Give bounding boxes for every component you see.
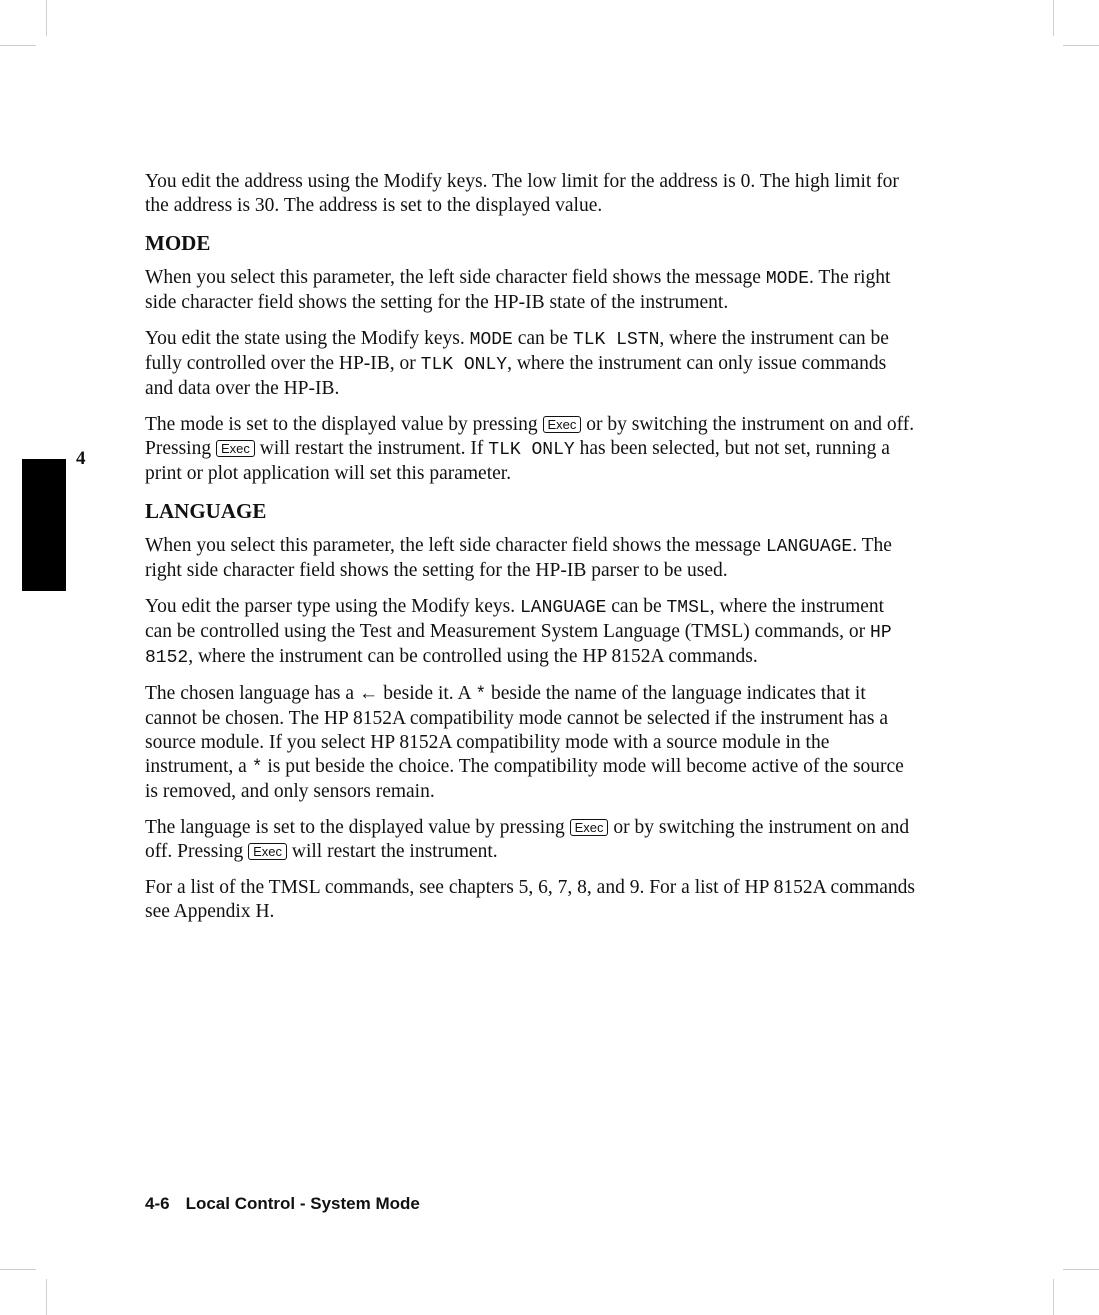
display-code: MODE: [469, 330, 513, 350]
page-body: [145, 170, 915, 936]
language-paragraph-3: The chosen language has a ← beside it. A * beside the name of the language indicates that it cannot be chosen. The HP 8152A compatibility mode cannot be selected if the instrument has a source module. If you select HP 8152A compatibility mode with a source module in the instrument, a * is put beside the choice. The compatibility mode will become active of the source is removed, and only sensors remain.: [145, 683, 904, 802]
mode-paragraph-3: The mode is set to the displayed value by pressing Exec or by switching the instrument on and off. Pressing Exec will restart the instrument. If TLK ONLY has been selected, but not set, running a print or plot application will set this parameter.: [145, 414, 915, 484]
display-code: TLK LSTN: [572, 330, 660, 350]
crop-mark: [0, 1269, 36, 1270]
language-paragraph-2: You edit the parser type using the Modify keys. LANGUAGE can be TMSL, where the instrument can be controlled using the Test and Measurement System Language (TMSL) commands, or HP 8152, where the instrument can be controlled using the HP 8152A commands.: [145, 596, 892, 668]
language-heading: LANGUAGE: [145, 499, 267, 523]
exec-key: Exec: [570, 819, 609, 836]
mode-heading: MODE: [145, 231, 211, 255]
display-code: TLK ONLY: [420, 355, 508, 375]
language-paragraph-4: The language is set to the displayed value by pressing Exec or by switching the instrument on and off. Pressing Exec will restart the instrument.: [145, 817, 910, 862]
language-paragraph-5: For a list of the TMSL commands, see chapters 5, 6, 7, 8, and 9. For a list of HP 8152A commands see Appendix H.: [145, 877, 915, 922]
crop-mark: [1053, 1279, 1054, 1315]
display-code: LANGUAGE: [765, 537, 853, 557]
display-code: HP 8152: [145, 623, 892, 668]
language-paragraph-1: When you select this parameter, the left side character field shows the message LANGUAGE. The right side character field shows the setting for the HP-IB parser to be used.: [145, 535, 892, 581]
crop-mark: [1053, 0, 1054, 36]
exec-key: Exec: [248, 843, 287, 860]
crop-mark: [1063, 45, 1099, 46]
left-arrow-icon: ←: [358, 683, 379, 704]
page-number: 4-6: [145, 1194, 170, 1213]
display-code: MODE: [765, 269, 810, 289]
asterisk-marker: *: [251, 758, 263, 778]
crop-mark: [46, 1279, 47, 1315]
footer-title: Local Control - System Mode: [185, 1194, 420, 1213]
display-code: TMSL: [666, 598, 710, 618]
mode-paragraph-1: When you select this parameter, the left side character field shows the message MODE. The right side character field shows the setting for the HP-IB state of the instrument.: [145, 267, 891, 313]
crop-mark: [0, 45, 36, 46]
display-code: LANGUAGE: [519, 598, 607, 618]
display-code: TLK ONLY: [488, 440, 575, 460]
exec-key: Exec: [216, 440, 255, 457]
address-paragraph: You edit the address using the Modify keys. The low limit for the address is 0. The high limit for the address is 30. The address is set to the displayed value.: [145, 171, 899, 216]
page-footer: [145, 1194, 420, 1214]
crop-mark: [1063, 1269, 1099, 1270]
crop-mark: [46, 0, 47, 36]
chapter-number: 4: [76, 448, 86, 469]
chapter-thumb-tab: [22, 459, 66, 591]
exec-key: Exec: [543, 416, 582, 433]
asterisk-marker: *: [475, 685, 487, 705]
mode-paragraph-2: You edit the state using the Modify keys. MODE can be TLK LSTN, where the instrument can be fully controlled over the HP-IB, or TLK ONLY, where the instrument can only issue commands and data over the HP-IB.: [145, 328, 889, 399]
